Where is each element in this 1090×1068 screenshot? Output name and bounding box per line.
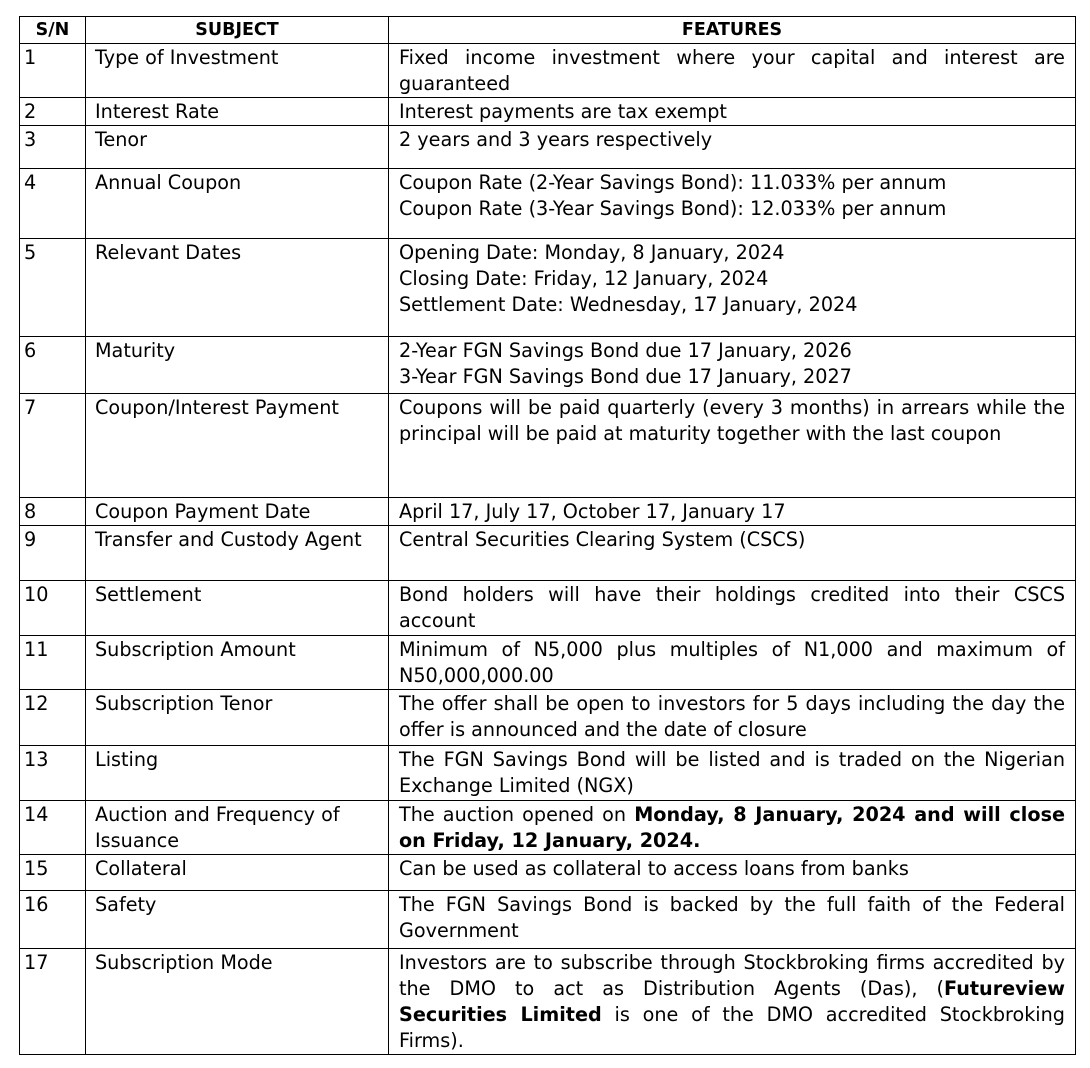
subscription-mode-text: Investors are to subscribe through Stockbroking firms accredited by the DMO to act as Distribution Agents (Das), (: [399, 951, 1065, 1000]
table-row: [20, 98, 1076, 126]
subject-cell: Subscription Mode: [86, 949, 389, 1055]
table-row: [20, 690, 1076, 746]
sn-cell: 4: [20, 169, 86, 239]
subject-cell: Collateral: [86, 855, 389, 891]
subject-cell: Listing: [86, 746, 389, 801]
features-cell: Central Securities Clearing System (CSCS): [389, 526, 1076, 581]
header-subject: SUBJECT: [86, 17, 389, 44]
features-cell: Interest payments are tax exempt: [389, 98, 1076, 126]
table-header-row: [20, 17, 1076, 44]
features-cell: The FGN Savings Bond is backed by the full faith of the Federal Government: [389, 891, 1076, 949]
sn-cell: 8: [20, 498, 86, 526]
table-row: [20, 126, 1076, 169]
table-row: [20, 498, 1076, 526]
subject-cell: Relevant Dates: [86, 239, 389, 337]
subject-cell: Interest Rate: [86, 98, 389, 126]
subject-cell: Settlement: [86, 581, 389, 636]
coupon-rate-2yr: Coupon Rate (2-Year Savings Bond): 11.033% per annum: [399, 171, 947, 194]
sn-cell: 10: [20, 581, 86, 636]
coupon-rate-3yr: Coupon Rate (3-Year Savings Bond): 12.033% per annum: [399, 197, 947, 220]
bond-features-table: [19, 16, 1076, 1055]
features-cell: [389, 239, 1076, 337]
subject-cell: Auction and Frequency of Issuance: [86, 801, 389, 855]
table-row: [20, 891, 1076, 949]
features-cell: The FGN Savings Bond will be listed and is traded on the Nigerian Exchange Limited (NGX): [389, 746, 1076, 801]
subject-cell: Subscription Amount: [86, 636, 389, 690]
header-features: FEATURES: [389, 17, 1076, 44]
subject-cell: Safety: [86, 891, 389, 949]
header-sn: S/N: [20, 17, 86, 44]
table-row: [20, 337, 1076, 394]
sn-cell: 11: [20, 636, 86, 690]
subject-cell: Tenor: [86, 126, 389, 169]
features-cell: [389, 169, 1076, 239]
subscription-mode-text-end: is one of the DMO accredited Stockbroking Firms).: [399, 1003, 1065, 1052]
settlement-date: Settlement Date: Wednesday, 17 January, 2024: [399, 293, 858, 316]
table-row: [20, 581, 1076, 636]
subject-cell: Subscription Tenor: [86, 690, 389, 746]
table-row: [20, 239, 1076, 337]
sn-cell: 6: [20, 337, 86, 394]
table-row: [20, 169, 1076, 239]
firm-name-bold: Futureview Securities Limited: [399, 977, 1065, 1026]
opening-date: Opening Date: Monday, 8 January, 2024: [399, 241, 785, 264]
subject-cell: Coupon/Interest Payment: [86, 394, 389, 498]
sn-cell: 16: [20, 891, 86, 949]
table-row: [20, 44, 1076, 98]
table-row: [20, 949, 1076, 1055]
sn-cell: 17: [20, 949, 86, 1055]
table-row: [20, 636, 1076, 690]
sn-cell: 1: [20, 44, 86, 98]
features-cell: The offer shall be open to investors for 5 days including the day the offer is announced and the date of closure: [389, 690, 1076, 746]
closing-date: Closing Date: Friday, 12 January, 2024: [399, 267, 769, 290]
sn-cell: 7: [20, 394, 86, 498]
subject-cell: Coupon Payment Date: [86, 498, 389, 526]
features-cell: [389, 337, 1076, 394]
maturity-2yr: 2-Year FGN Savings Bond due 17 January, 2026: [399, 339, 852, 362]
features-cell: [389, 949, 1076, 1055]
features-cell: Minimum of N5,000 plus multiples of N1,000 and maximum of N50,000,000.00: [389, 636, 1076, 690]
auction-text: The auction opened on: [399, 803, 635, 826]
table-row: [20, 855, 1076, 891]
subject-cell: Transfer and Custody Agent: [86, 526, 389, 581]
features-cell: Coupons will be paid quarterly (every 3 months) in arrears while the principal will be paid at maturity together with the last coupon: [389, 394, 1076, 498]
sn-cell: 3: [20, 126, 86, 169]
features-cell: Can be used as collateral to access loans from banks: [389, 855, 1076, 891]
table-row: [20, 801, 1076, 855]
sn-cell: 12: [20, 690, 86, 746]
maturity-3yr: 3-Year FGN Savings Bond due 17 January, 2027: [399, 365, 852, 388]
sn-cell: 2: [20, 98, 86, 126]
table-row: [20, 746, 1076, 801]
sn-cell: 15: [20, 855, 86, 891]
features-cell: Bond holders will have their holdings credited into their CSCS account: [389, 581, 1076, 636]
subject-cell: Annual Coupon: [86, 169, 389, 239]
sn-cell: 13: [20, 746, 86, 801]
table-row: [20, 394, 1076, 498]
features-cell: April 17, July 17, October 17, January 17: [389, 498, 1076, 526]
table-row: [20, 526, 1076, 581]
sn-cell: 14: [20, 801, 86, 855]
subject-cell: Type of Investment: [86, 44, 389, 98]
features-cell: [389, 801, 1076, 855]
subject-cell: Maturity: [86, 337, 389, 394]
auction-dates-bold: Monday, 8 January, 2024 and will close on Friday, 12 January, 2024.: [399, 803, 1066, 852]
sn-cell: 9: [20, 526, 86, 581]
sn-cell: 5: [20, 239, 86, 337]
features-cell: Fixed income investment where your capital and interest are guaranteed: [389, 44, 1076, 98]
features-cell: 2 years and 3 years respectively: [389, 126, 1076, 169]
